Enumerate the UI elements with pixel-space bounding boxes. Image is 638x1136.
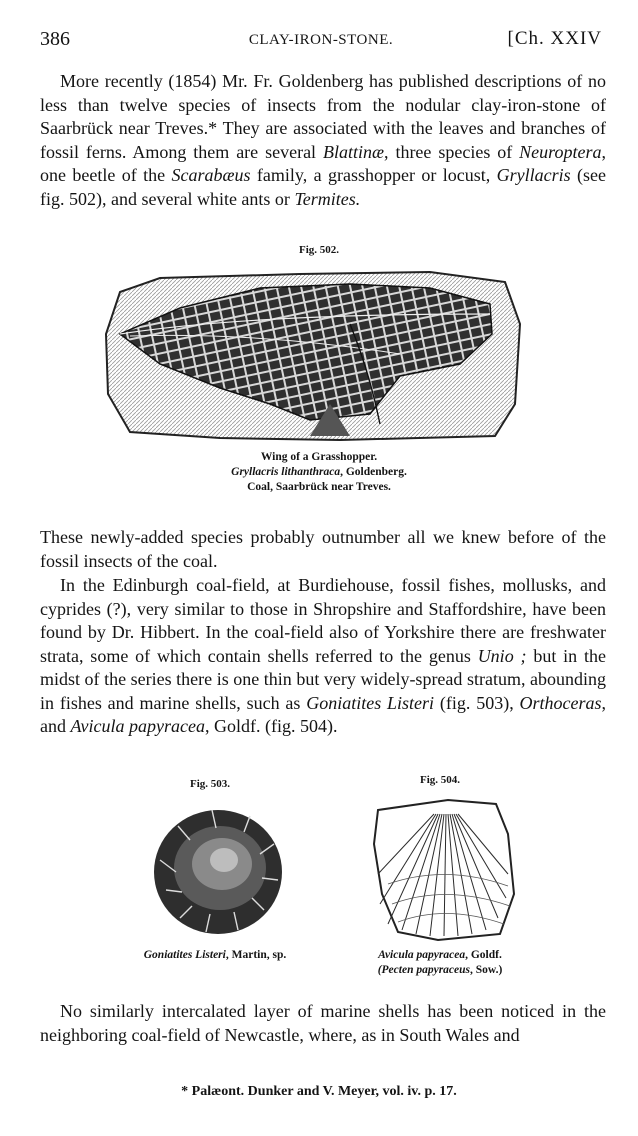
- goniatites-shell-illustration: [140, 800, 290, 940]
- fig-504-caption-line2: (Pecten papyraceus, Sow.): [377, 964, 503, 976]
- fig-502-caption-line1: Wing of a Grasshopper.: [260, 451, 378, 463]
- page-number: 386: [40, 28, 70, 50]
- fig-502-caption-line2: Gryllacris lithanthraca, Goldenberg.: [231, 466, 407, 478]
- running-title: CLAY-IRON-STONE.: [248, 32, 394, 48]
- fig-502-label: Fig. 502.: [298, 244, 340, 256]
- fig-504-label: Fig. 504.: [419, 774, 461, 786]
- page-header: [40, 28, 602, 56]
- chapter-reference: [Ch. XXIV: [507, 28, 602, 49]
- footnote: * Palæont. Dunker and V. Meyer, vol. iv. p. 17.: [181, 1084, 457, 1099]
- fig-503-caption: Goniatites Listeri, Martin, sp.: [143, 949, 287, 961]
- fig-504-caption-line1: Avicula papyracea, Goldf.: [378, 949, 502, 961]
- paragraph-newly-added: These newly-added species probably outnumber all we knew before of the fossil insects of the coal.: [40, 527, 606, 571]
- grasshopper-wing-fossil-illustration: [100, 264, 530, 444]
- fig-502-caption-line3: Coal, Saarbrück near Treves.: [247, 481, 391, 493]
- paragraph-edinburgh: In the Edinburgh coal-field, at Burdiehouse, fossil fishes, mollusks, and cyprides (?), very similar to those in Shropshire and Staffordshire, have been found by Dr. Hibbert. In the coal-field also of Yorkshire there are freshwater strata, some of which contain shells referred to the genus Unio ; but in the midst of the series there is one thin but very widely-spread stratum, abounding in fishes and marine shells, such as Goniatites Listeri (fig. 503), Orthoceras, and Avicula papyracea, Goldf. (fig. 504).: [40, 575, 607, 736]
- fig-504-caption: [350, 948, 530, 978]
- avicula-shell-illustration: [368, 794, 518, 944]
- paragraph-insects: More recently (1854) Mr. Fr. Goldenberg has published descriptions of no less than twelve species of insects from the nodular clay-iron-stone of Saarbrück near Treves.* They are associated with the leaves and branches of fossil ferns. Among them are several Blattinæ, three species of Neuroptera, one beetle of the Scarabæus family, a grasshopper or locust, Gryllacris (see fig. 502), and several white ants or Termites.: [40, 71, 606, 209]
- fig-502-caption: [0, 450, 638, 495]
- fig-503-label: Fig. 503.: [189, 778, 231, 790]
- paragraph-newcastle: No similarly intercalated layer of marine shells has been noticed in the neighboring coal-field of Newcastle, where, as in South Wales and: [40, 1001, 606, 1045]
